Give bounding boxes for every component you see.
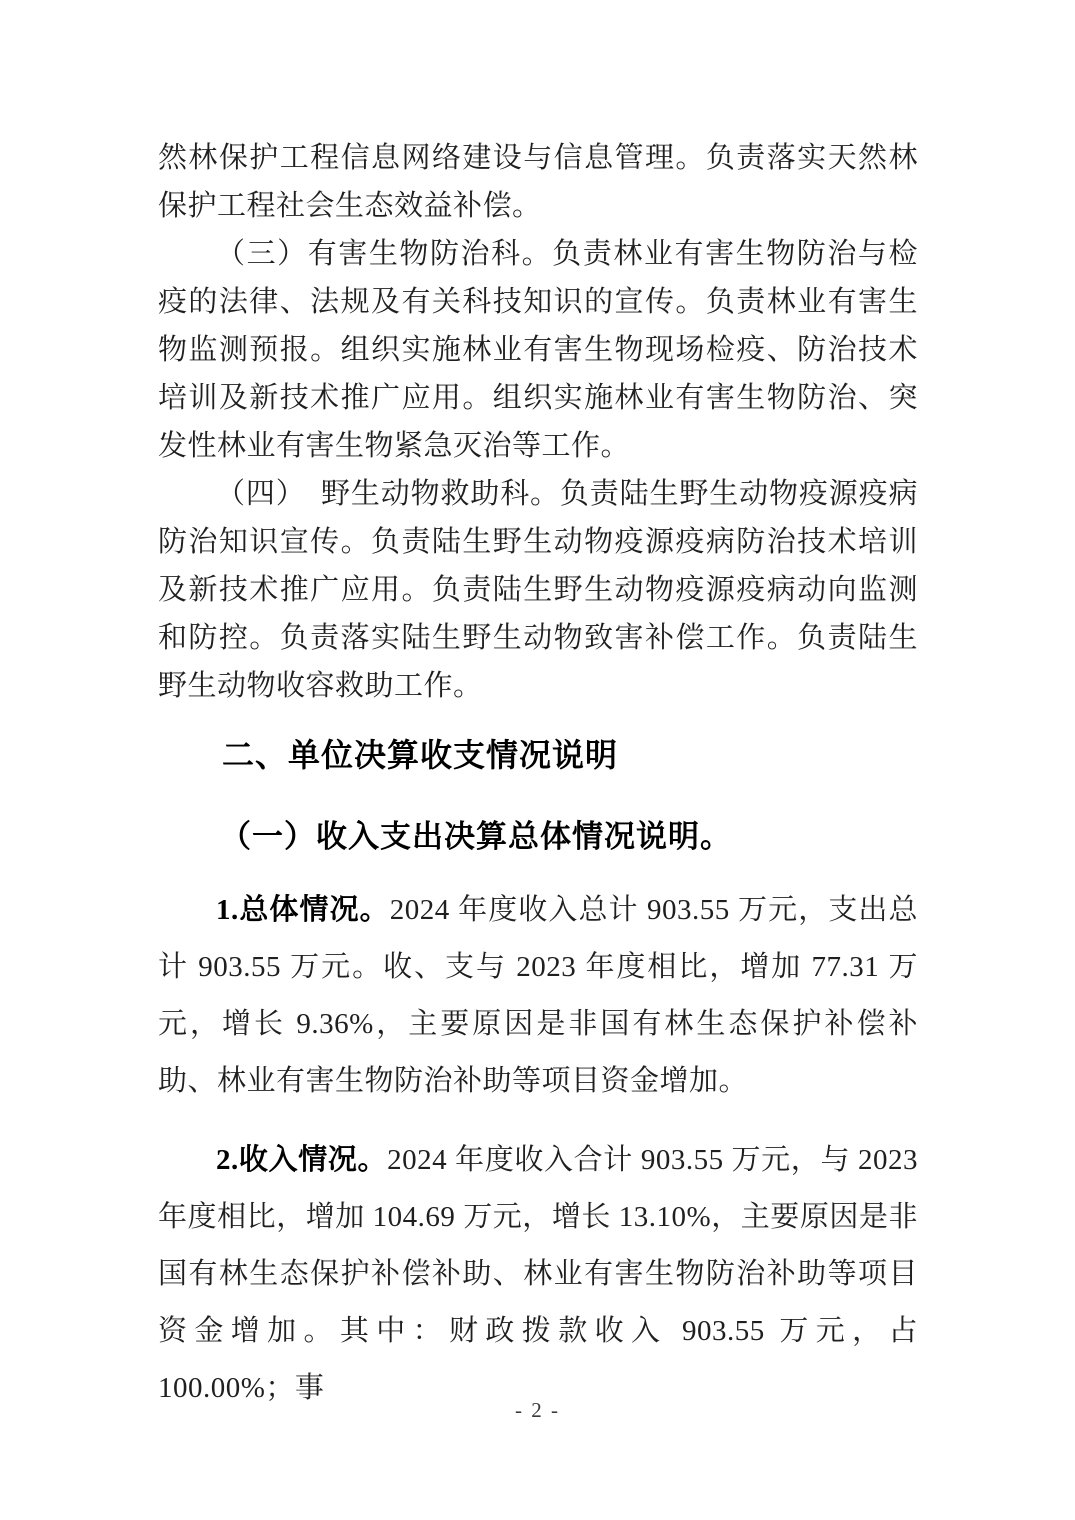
paragraph-org-section-4: （四） 野生动物救助科。负责陆生野生动物疫源疫病防治知识宣传。负责陆生野生动物疫源疫病防治技术培训及新技术推广应用。负责陆生野生动物疫源疫病动向监测和防控。负责落实陆生野生动物致害补偿工作。负责陆生野生动物收容救助工作。 <box>158 478 918 702</box>
page-number: - 2 - <box>515 1398 560 1422</box>
paragraph-income-situation <box>158 1132 918 1417</box>
section-heading: 二、单位决算收支情况说明 <box>222 737 619 773</box>
subsection-heading: （一）收入支出决算总体情况说明。 <box>220 819 732 854</box>
paragraph-continuation: 然林保护工程信息网络建设与信息管理。负责落实天然林保护工程社会生态效益补偿。 <box>158 142 918 222</box>
paragraph-overall-situation <box>158 882 918 1110</box>
paragraph-overall-situation-lead: 1.总体情况。 <box>216 894 390 926</box>
paragraph-income-situation-text: 2024 年度收入合计 903.55 万元，与 2023 年度相比，增加 104.69 万元，增长 13.10%，主要原因是非国有林生态保护补偿补助、林业有害生物防治补助等项目资金增加。其中：财政拨款收入 903.55 万元，占 100.00%；事 <box>158 1144 918 1404</box>
paragraph-overall-situation-text: 2024 年度收入总计 903.55 万元，支出总计 903.55 万元。收、支与 2023 年度相比，增加 77.31 万元，增长 9.36%，主要原因是非国有林生态保护补偿补助、林业有害生物防治补助等项目资金增加。 <box>158 894 918 1097</box>
paragraph-org-section-3: （三）有害生物防治科。负责林业有害生物防治与检疫的法律、法规及有关科技知识的宣传。负责林业有害生物监测预报。组织实施林业有害生物现场检疫、防治技术培训及新技术推广应用。组织实施林业有害生物防治、突发性林业有害生物紧急灭治等工作。 <box>158 238 918 462</box>
paragraph-income-situation-lead: 2.收入情况。 <box>216 1144 388 1176</box>
